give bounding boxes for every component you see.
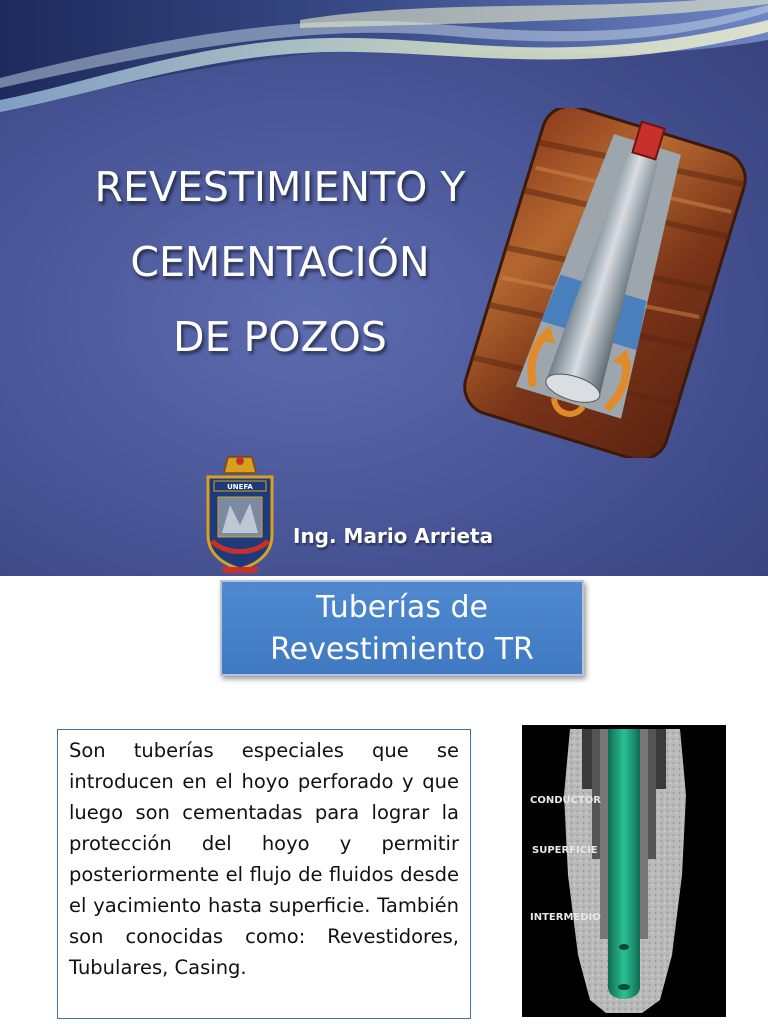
- label-conductor: CONDUCTOR: [530, 795, 601, 806]
- label-superficie: SUPERFICIE: [532, 845, 598, 856]
- well-casing-illustration: [455, 108, 755, 458]
- section-heading: [220, 580, 584, 676]
- heading-line-1: Tuberías de: [315, 590, 488, 625]
- logo-text: UNEFA: [227, 483, 253, 491]
- author-name: Ing. Mario Arrieta: [293, 524, 494, 548]
- title-line-3: DE POZOS: [173, 313, 387, 361]
- label-intermedio: INTERMEDIO: [530, 912, 601, 923]
- heading-line-2: Revestimiento TR: [270, 632, 534, 667]
- title-line-1: REVESTIMIENTO Y: [94, 163, 466, 211]
- title-line-2: CEMENTACIÓN: [130, 238, 430, 286]
- casing-diagram-drawing: [522, 725, 726, 1017]
- casing-diagram: [522, 725, 726, 1017]
- unefa-logo: [200, 455, 280, 575]
- definition-text-box: [57, 729, 471, 1019]
- content-slide: [0, 576, 768, 1024]
- definition-text: Son tuberías especiales que se introducen en el hoyo perforado y que luego son cementadas para lograr la protección del hoyo y permitir posteriormente el flujo de fluidos desde el yacimiento hasta superficie. También son conocidas como: Revestidores, Tubulares, Casing.: [69, 739, 459, 979]
